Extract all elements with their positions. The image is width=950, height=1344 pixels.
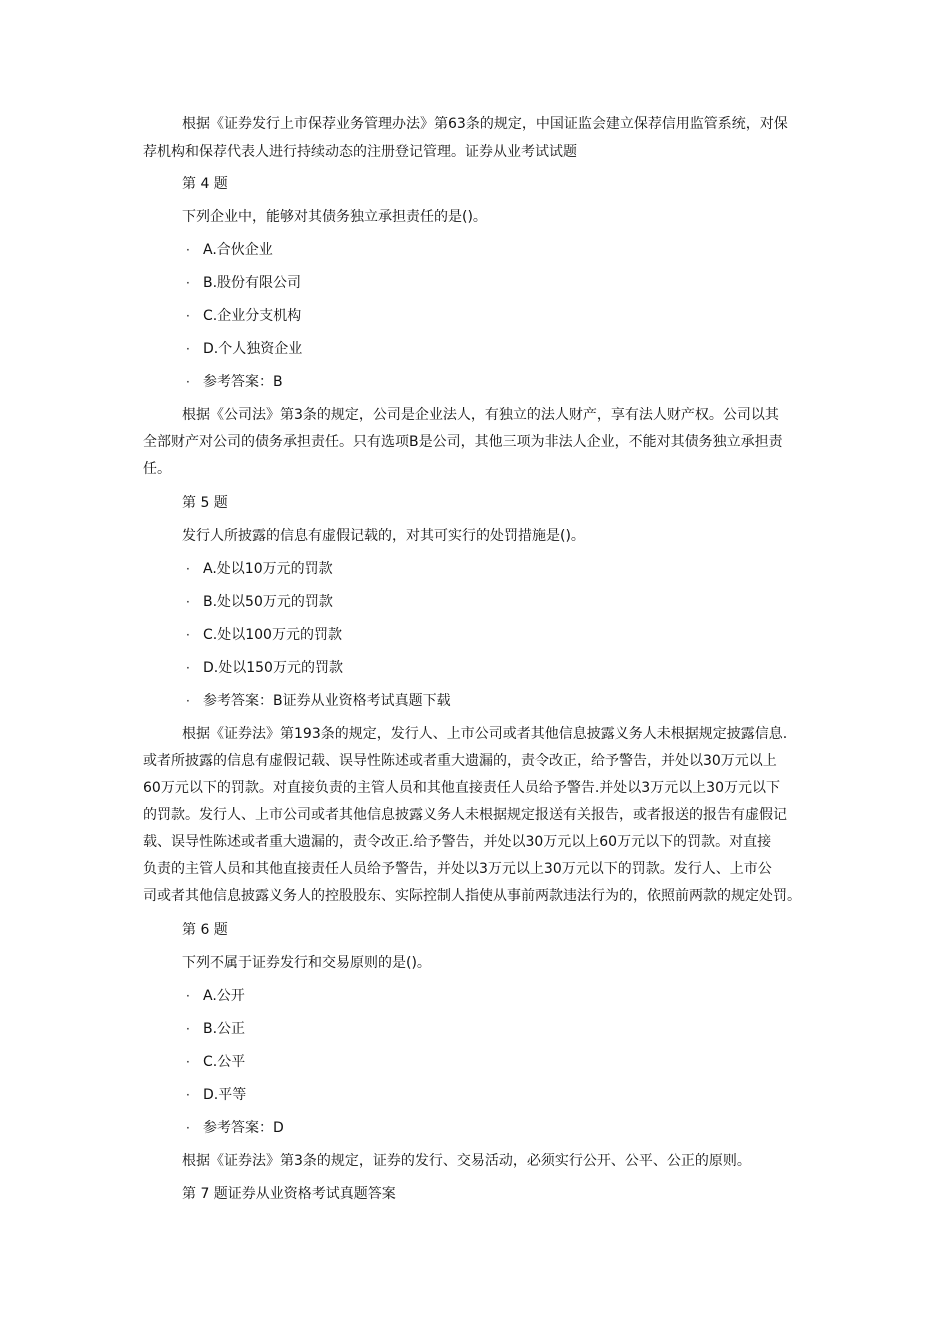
bullet-icon: · — [186, 989, 190, 1003]
answer-line: 参考答案：D — [203, 1120, 284, 1136]
option-item: B.处以50万元的罚款 — [203, 594, 333, 610]
bullet-icon: · — [186, 661, 190, 675]
question-text: 下列不属于证券发行和交易原则的是()。 — [182, 955, 431, 971]
explanation-line: 根据《证券法》第3条的规定，证券的发行、交易活动，必须实行公开、公平、公正的原则。 — [182, 1153, 751, 1169]
bullet-icon: · — [186, 694, 190, 708]
explanation-line: 全部财产对公司的债务承担责任。只有选项B是公司，其他三项为非法人企业，不能对其债务独立承担责 — [143, 434, 783, 450]
bullet-icon: · — [186, 628, 190, 642]
answer-line: 参考答案：B — [203, 374, 283, 390]
option-item: C.处以100万元的罚款 — [203, 627, 342, 643]
bullet-icon: · — [186, 243, 190, 257]
explanation-line: 60万元以下的罚款。对直接负责的主管人员和其他直接责任人员给予警告.并处以3万元以上30万元以下 — [143, 780, 780, 796]
option-item: C.公平 — [203, 1054, 246, 1070]
option-item: D.个人独资企业 — [203, 341, 303, 357]
question-heading: 第 7 题证券从业资格考试真题答案 — [182, 1186, 396, 1202]
bullet-icon: · — [186, 1088, 190, 1102]
explanation-line: 根据《证券法》第193条的规定，发行人、上市公司或者其他信息披露义务人未根据规定披露信息. — [182, 726, 788, 742]
question-text: 下列企业中，能够对其债务独立承担责任的是()。 — [182, 209, 487, 225]
bullet-icon: · — [186, 309, 190, 323]
option-item: B.公正 — [203, 1021, 246, 1037]
bullet-icon: · — [186, 375, 190, 389]
option-item: B.股份有限公司 — [203, 275, 302, 291]
question-text: 发行人所披露的信息有虚假记载的，对其可实行的处罚措施是()。 — [182, 528, 585, 544]
explanation-line: 负责的主管人员和其他直接责任人员给予警告，并处以3万元以上30万元以下的罚款。发行人、上市公 — [143, 861, 772, 877]
bullet-icon: · — [186, 1055, 190, 1069]
bullet-icon: · — [186, 342, 190, 356]
bullet-icon: · — [186, 1022, 190, 1036]
bullet-icon: · — [186, 276, 190, 290]
answer-line: 参考答案：B证券从业资格考试真题下载 — [203, 693, 451, 709]
option-item: A.处以10万元的罚款 — [203, 561, 333, 577]
paragraph-line: 根据《证券发行上市保荐业务管理办法》第63条的规定，中国证监会建立保荐信用监管系统，对保 — [182, 116, 788, 132]
question-heading: 第 4 题 — [182, 176, 228, 192]
question-heading: 第 6 题 — [182, 922, 228, 938]
option-item: D.平等 — [203, 1087, 247, 1103]
option-item: A.合伙企业 — [203, 242, 273, 258]
bullet-icon: · — [186, 1121, 190, 1135]
explanation-line: 的罚款。发行人、上市公司或者其他信息披露义务人未根据规定报送有关报告，或者报送的报告有虚假记 — [143, 807, 787, 823]
option-item: D.处以150万元的罚款 — [203, 660, 343, 676]
explanation-line: 任。 — [143, 461, 171, 477]
explanation-line: 或者所披露的信息有虚假记载、误导性陈述或者重大遗漏的，责令改正，给予警告，并处以30万元以上 — [143, 753, 777, 769]
paragraph-line: 荐机构和保荐代表人进行持续动态的注册登记管理。证券从业考试试题 — [143, 144, 577, 160]
question-heading: 第 5 题 — [182, 495, 228, 511]
bullet-icon: · — [186, 595, 190, 609]
explanation-line: 司或者其他信息披露义务人的控股股东、实际控制人指使从事前两款违法行为的，依照前两款的规定处罚。 — [143, 888, 801, 904]
option-item: C.企业分支机构 — [203, 308, 302, 324]
option-item: A.公开 — [203, 988, 245, 1004]
explanation-line: 载、误导性陈述或者重大遗漏的，责令改正.给予警告，并处以30万元以上60万元以下的罚款。对直接 — [143, 834, 772, 850]
explanation-line: 根据《公司法》第3条的规定，公司是企业法人，有独立的法人财产，享有法人财产权。公司以其 — [182, 407, 779, 423]
bullet-icon: · — [186, 562, 190, 576]
